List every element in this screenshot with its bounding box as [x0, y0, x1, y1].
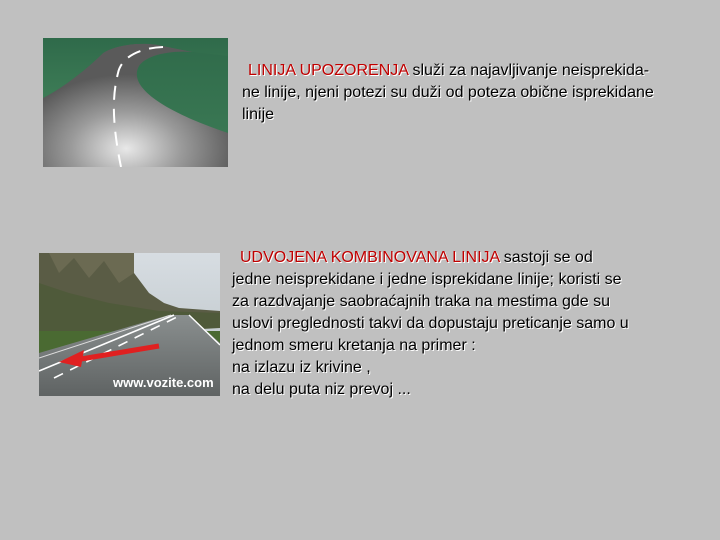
warning-line-text-line-3: linije [242, 106, 275, 123]
combined-line-text-line-7: na delu puta niz prevoj ... [232, 381, 411, 398]
combined-line-text-line-3: za razdvajanje saobraćajnih traka na mestima gde su [232, 293, 610, 310]
warning-line-heading: LINIJA UPOZORENJA [248, 62, 409, 79]
combined-line-text [232, 247, 712, 401]
combined-line-text-line-2: jedne neisprekidane i jedne isprekidane linije; koristi se [232, 271, 622, 288]
combined-line-text-line-6: na izlazu iz krivine , [232, 359, 371, 376]
combined-line-road-photo [39, 253, 220, 396]
combined-line-text-line-1: sastoji se od [503, 249, 593, 266]
warning-line-road-image [43, 38, 228, 167]
warning-line-text [242, 60, 712, 126]
warning-line-text-line-2: ne linije, njeni potezi su duži od poteza obične isprekidane [242, 84, 654, 101]
watermark-text: www.vozite.com [113, 375, 214, 390]
combined-line-text-line-5: jednom smeru kretanja na primer : [232, 337, 476, 354]
combined-line-heading: UDVOJENA KOMBINOVANA LINIJA [240, 249, 500, 266]
combined-line-text-line-4: uslovi preglednosti takvi da dopustaju preticanje samo u [232, 315, 629, 332]
warning-line-text-line-1: služi za najavljivanje neisprekida- [412, 62, 650, 79]
